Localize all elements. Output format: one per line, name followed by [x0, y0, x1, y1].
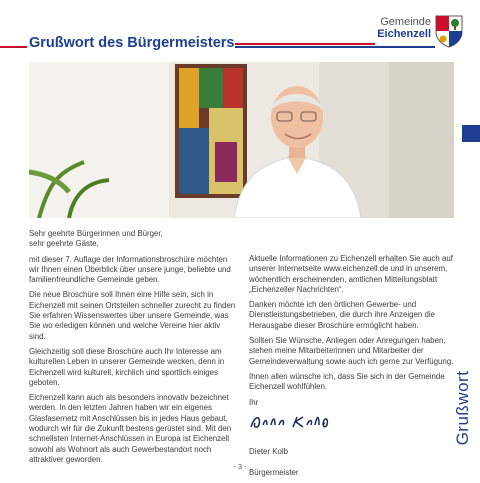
page-title: Grußwort des Bürgermeisters	[29, 35, 235, 51]
section-tab-marker	[462, 125, 480, 142]
municipality-brand	[377, 16, 431, 40]
paragraph-left-4: Eichenzell kann auch als besonders innovativ bezeichnet werden. In den letzten Jahren haben wir ein eigenes Glasfasernetz mit Anschlüssen bis in jedes Haus gebaut, wodurch wir für die Zukunft bestens gerüstet sind. Mit den schnellsten Internet-Anschlüssen in Europa ist Eichenzell sowohl als Wohnort als auch Gewerbestandort noch attraktiver geworden.	[29, 393, 232, 464]
header-rule-left	[0, 46, 27, 48]
brand-line-1: Gemeinde	[380, 16, 431, 28]
signer-name: Dieter Kolb	[249, 447, 289, 457]
brand-line-2: Eichenzell	[377, 28, 431, 40]
paragraph-left-3: Gleichzeitig soll diese Broschüre auch Ihr Interesse am kulturellen Leben in unserer Gemeinde wecken, denn in Eichenzell wird kulturell, kirchlich und sportlich einiges geboten.	[29, 346, 225, 387]
municipal-crest-icon	[434, 14, 464, 48]
mayor-photo	[29, 62, 454, 218]
paragraph-left-2: Die neue Broschüre soll Ihnen eine Hilfe sein, sich in Eichenzell mit seinen Ortsteilen schneller zurecht zu finden Sie erfahren Wissenswertes über unsere Gemeinde, was Sie wo erledigen können und welche Vereine hier aktiv sind.	[29, 290, 236, 341]
paragraph-right-4: Ihnen allen wünsche ich, dass Sie sich in der Gemeinde Eichenzell wohlfühlen.	[249, 371, 445, 392]
paragraph-right-3: Sollten Sie Wünsche, Anliegen oder Anregungen haben, stehen meine Mitarbeiterinnen und Mitarbeiter der Gemeindeverwaltung sowie auch ich gerne zur Verfügung.	[249, 336, 454, 366]
signer-title: Bürgermeister	[249, 467, 299, 477]
page-number: - 3 -	[233, 462, 247, 471]
left-text-column	[29, 229, 238, 470]
handwritten-signature	[249, 413, 454, 431]
salutation: Sehr geehrte Bürgerinnen und Bürger, sehr geehrte Gäste,	[29, 229, 163, 249]
right-text-column	[249, 254, 454, 483]
closing: Ihr	[249, 397, 259, 407]
signer-block	[249, 437, 454, 478]
paragraph-left-1: mit dieser 7. Auflage der Informationsbroschüre möchten wir Ihnen einen Überblick über unsere junge, beliebte und familienfreundliche Gemeinde geben.	[29, 254, 231, 285]
header-rule-right-blue	[235, 46, 435, 48]
header-rule-right-red	[235, 43, 375, 45]
side-section-label: Grußwort	[453, 370, 472, 446]
paragraph-right-1: Aktuelle Informationen zu Eichenzell erhalten Sie auch auf unserer Internetseite www.eichenzell.de und in unserem, wöchentlich erscheinenden, amtlichen Mitteilungsblatt „Eichenzeller Nachrichten“.	[249, 254, 453, 294]
paragraph-right-2: Danken möchte ich den örtlichen Gewerbe- und Dienstleistungsbetrieben, die durch ihre Anzeigen die Herausgabe dieser Broschüre ermöglicht haben.	[249, 300, 435, 330]
